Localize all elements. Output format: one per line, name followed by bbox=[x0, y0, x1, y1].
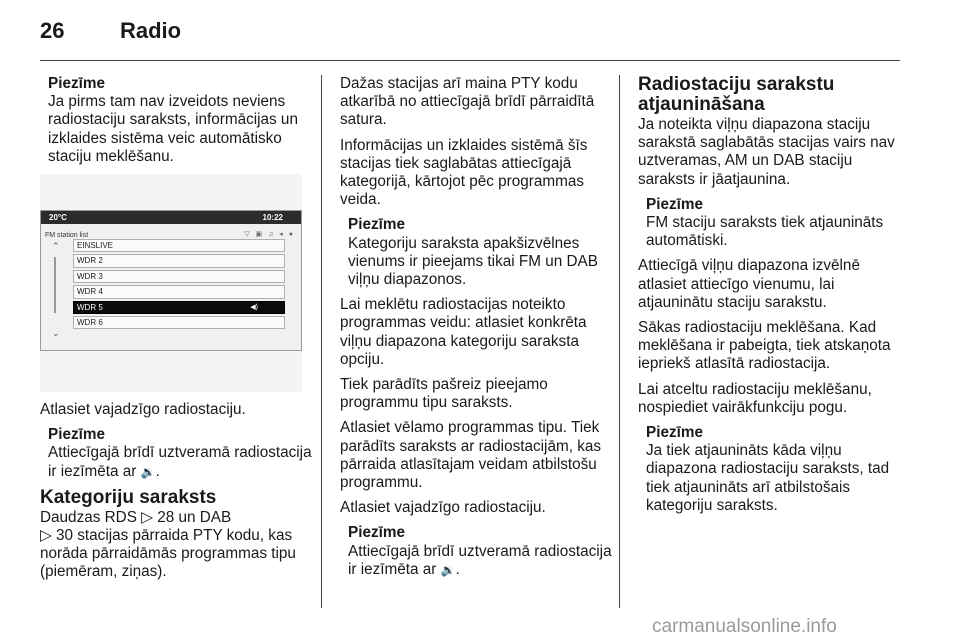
note bbox=[48, 75, 312, 166]
section-heading: Kategoriju saraksts bbox=[40, 486, 217, 508]
paragraph: Atlasiet vēlamo programmas tipu. Tiek parādīts saraksts ar radiostacijām, kas pārraida atlasītajam veidam atbilstošu programmu. bbox=[340, 419, 601, 492]
paragraph-text: 30 stacijas pārraida PTY kodu, kas norāda pārraidāmās programmas tipu (piemēram, ziņas). bbox=[40, 527, 296, 581]
reference-arrow-icon: ▷ bbox=[141, 508, 153, 526]
column-divider bbox=[321, 75, 322, 608]
header-divider bbox=[40, 60, 900, 61]
station-name: WDR 5 bbox=[77, 302, 103, 312]
paragraph: Informācijas un izklaides sistēmā šīs stacijas tiek saglabātas attiecīgajā kategorijā, kārtojot pēc programmas veida. bbox=[340, 136, 588, 209]
paragraph: Lai meklētu radiostacijas noteikto programmas veidu: atlasiet konkrēta viļņu diapazona kategoriju saraksta opciju. bbox=[340, 296, 587, 368]
note bbox=[646, 424, 910, 515]
note-body: Kategoriju saraksta apakšizvēlnes vienums ir pieejams tikai FM un DAB viļņu diapazonos. bbox=[348, 234, 598, 289]
column-1 bbox=[40, 75, 312, 589]
note bbox=[348, 216, 612, 289]
section-heading: Radiostaciju sarakstu atjaunināšana bbox=[638, 74, 835, 115]
note-body: Ja pirms tam nav izveidots neviens radiostaciju saraksts, informācijas un izklaides sistēma veic automātisko staciju meklēšanu. bbox=[48, 93, 298, 165]
station-list-item[interactable] bbox=[73, 270, 285, 283]
paragraph: Lai atceltu radiostaciju meklēšanu, nospiediet vairākfunkciju pogu. bbox=[638, 380, 872, 416]
station-name: WDR 6 bbox=[77, 317, 103, 327]
note-title: Piezīme bbox=[348, 216, 405, 234]
note-text: Attiecīgajā brīdī uztveramā radiostacija ir iezīmēta ar bbox=[348, 542, 612, 578]
note bbox=[646, 196, 910, 251]
paragraph: Attiecīgā viļņu diapazona izvēlnē atlasiet attiecīgo vienumu, lai atjauninātu staciju sarakstu. bbox=[638, 257, 860, 311]
paragraph-text: Daudzas RDS bbox=[40, 508, 137, 526]
speaker-icon: 🔉 bbox=[140, 464, 156, 479]
note-body: FM staciju saraksts tiek atjaunināts automātiski. bbox=[646, 214, 884, 250]
note-title: Piezīme bbox=[646, 195, 703, 213]
scroll-down-icon: ⌄ bbox=[52, 328, 60, 339]
column-2 bbox=[340, 75, 612, 586]
station-name: WDR 3 bbox=[77, 271, 103, 281]
station-list-item[interactable] bbox=[73, 316, 285, 329]
station-list-item[interactable] bbox=[73, 254, 285, 267]
station-list-item[interactable] bbox=[73, 239, 285, 252]
status-bar bbox=[41, 211, 301, 224]
station-name: WDR 4 bbox=[77, 287, 103, 297]
temperature: 20°C bbox=[49, 213, 67, 223]
reference-arrow-icon: ▷ bbox=[40, 527, 52, 545]
status-icons: ▽ ▣ ♫ ◂ ● bbox=[244, 231, 295, 239]
scroll-up-icon: ⌃ bbox=[52, 241, 60, 252]
paragraph: Tiek parādīts pašreiz pieejamo programmu tipu saraksts. bbox=[340, 376, 548, 412]
speaker-icon: 🔉 bbox=[440, 562, 456, 577]
note-body: Attiecīgajā brīdī uztveramā radiostacija ir iezīmēta ar 🔉. bbox=[48, 444, 312, 480]
note bbox=[348, 524, 612, 579]
station-list-item[interactable] bbox=[73, 285, 285, 298]
paragraph: Sākas radiostaciju meklēšana. Kad meklēšana ir pabeigta, tiek atskaņota iepriekš atlasītā radiostacija. bbox=[638, 319, 891, 373]
page-reference: 28 un DAB bbox=[157, 508, 232, 526]
speaker-icon: ◀) bbox=[250, 303, 258, 311]
note-body: Ja tiek atjaunināts kāda viļņu diapazona radiostaciju saraksts, tad tiek atjaunināts arī atbilstošais kategoriju saraksts. bbox=[646, 442, 890, 514]
station-name: EINSLIVE bbox=[77, 241, 114, 251]
station-name: WDR 2 bbox=[77, 256, 103, 266]
column-divider bbox=[619, 75, 620, 608]
clock: 10:22 bbox=[262, 213, 283, 223]
paragraph bbox=[40, 509, 312, 582]
chapter-title: Radio bbox=[120, 18, 182, 43]
note-text: Attiecīgajā brīdī uztveramā radiostacija ir iezīmēta ar bbox=[48, 444, 312, 480]
paragraph: Atlasiet vajadzīgo radiostaciju. bbox=[40, 401, 246, 419]
note-body: Attiecīgajā brīdī uztveramā radiostacija ir iezīmēta ar 🔉. bbox=[348, 542, 612, 578]
column-3 bbox=[638, 75, 910, 522]
note-title: Piezīme bbox=[348, 524, 405, 542]
paragraph: Atlasiet vajadzīgo radiostaciju. bbox=[340, 499, 546, 517]
station-list-title: FM station list bbox=[45, 232, 89, 240]
station-list bbox=[73, 239, 285, 331]
note-title: Piezīme bbox=[48, 75, 105, 92]
station-list-item[interactable] bbox=[73, 301, 285, 314]
display-screen bbox=[40, 210, 302, 351]
page-number: 26 bbox=[40, 18, 65, 43]
note bbox=[48, 426, 312, 481]
paragraph: Ja noteikta viļņu diapazona staciju sarakstā saglabātās stacijas vairs nav uztveramas, AM un DAB staciju saraksts ir jāatjaunina. bbox=[638, 116, 895, 188]
scrollbar bbox=[54, 257, 56, 313]
note-title: Piezīme bbox=[646, 424, 703, 442]
note-title: Piezīme bbox=[48, 426, 105, 444]
paragraph: Dažas stacijas arī maina PTY kodu atkarībā no attiecīgajā brīdī pārraidītā satura. bbox=[340, 75, 595, 129]
station-list-screenshot bbox=[40, 174, 302, 392]
watermark: carmanualsonline.info bbox=[652, 616, 837, 637]
